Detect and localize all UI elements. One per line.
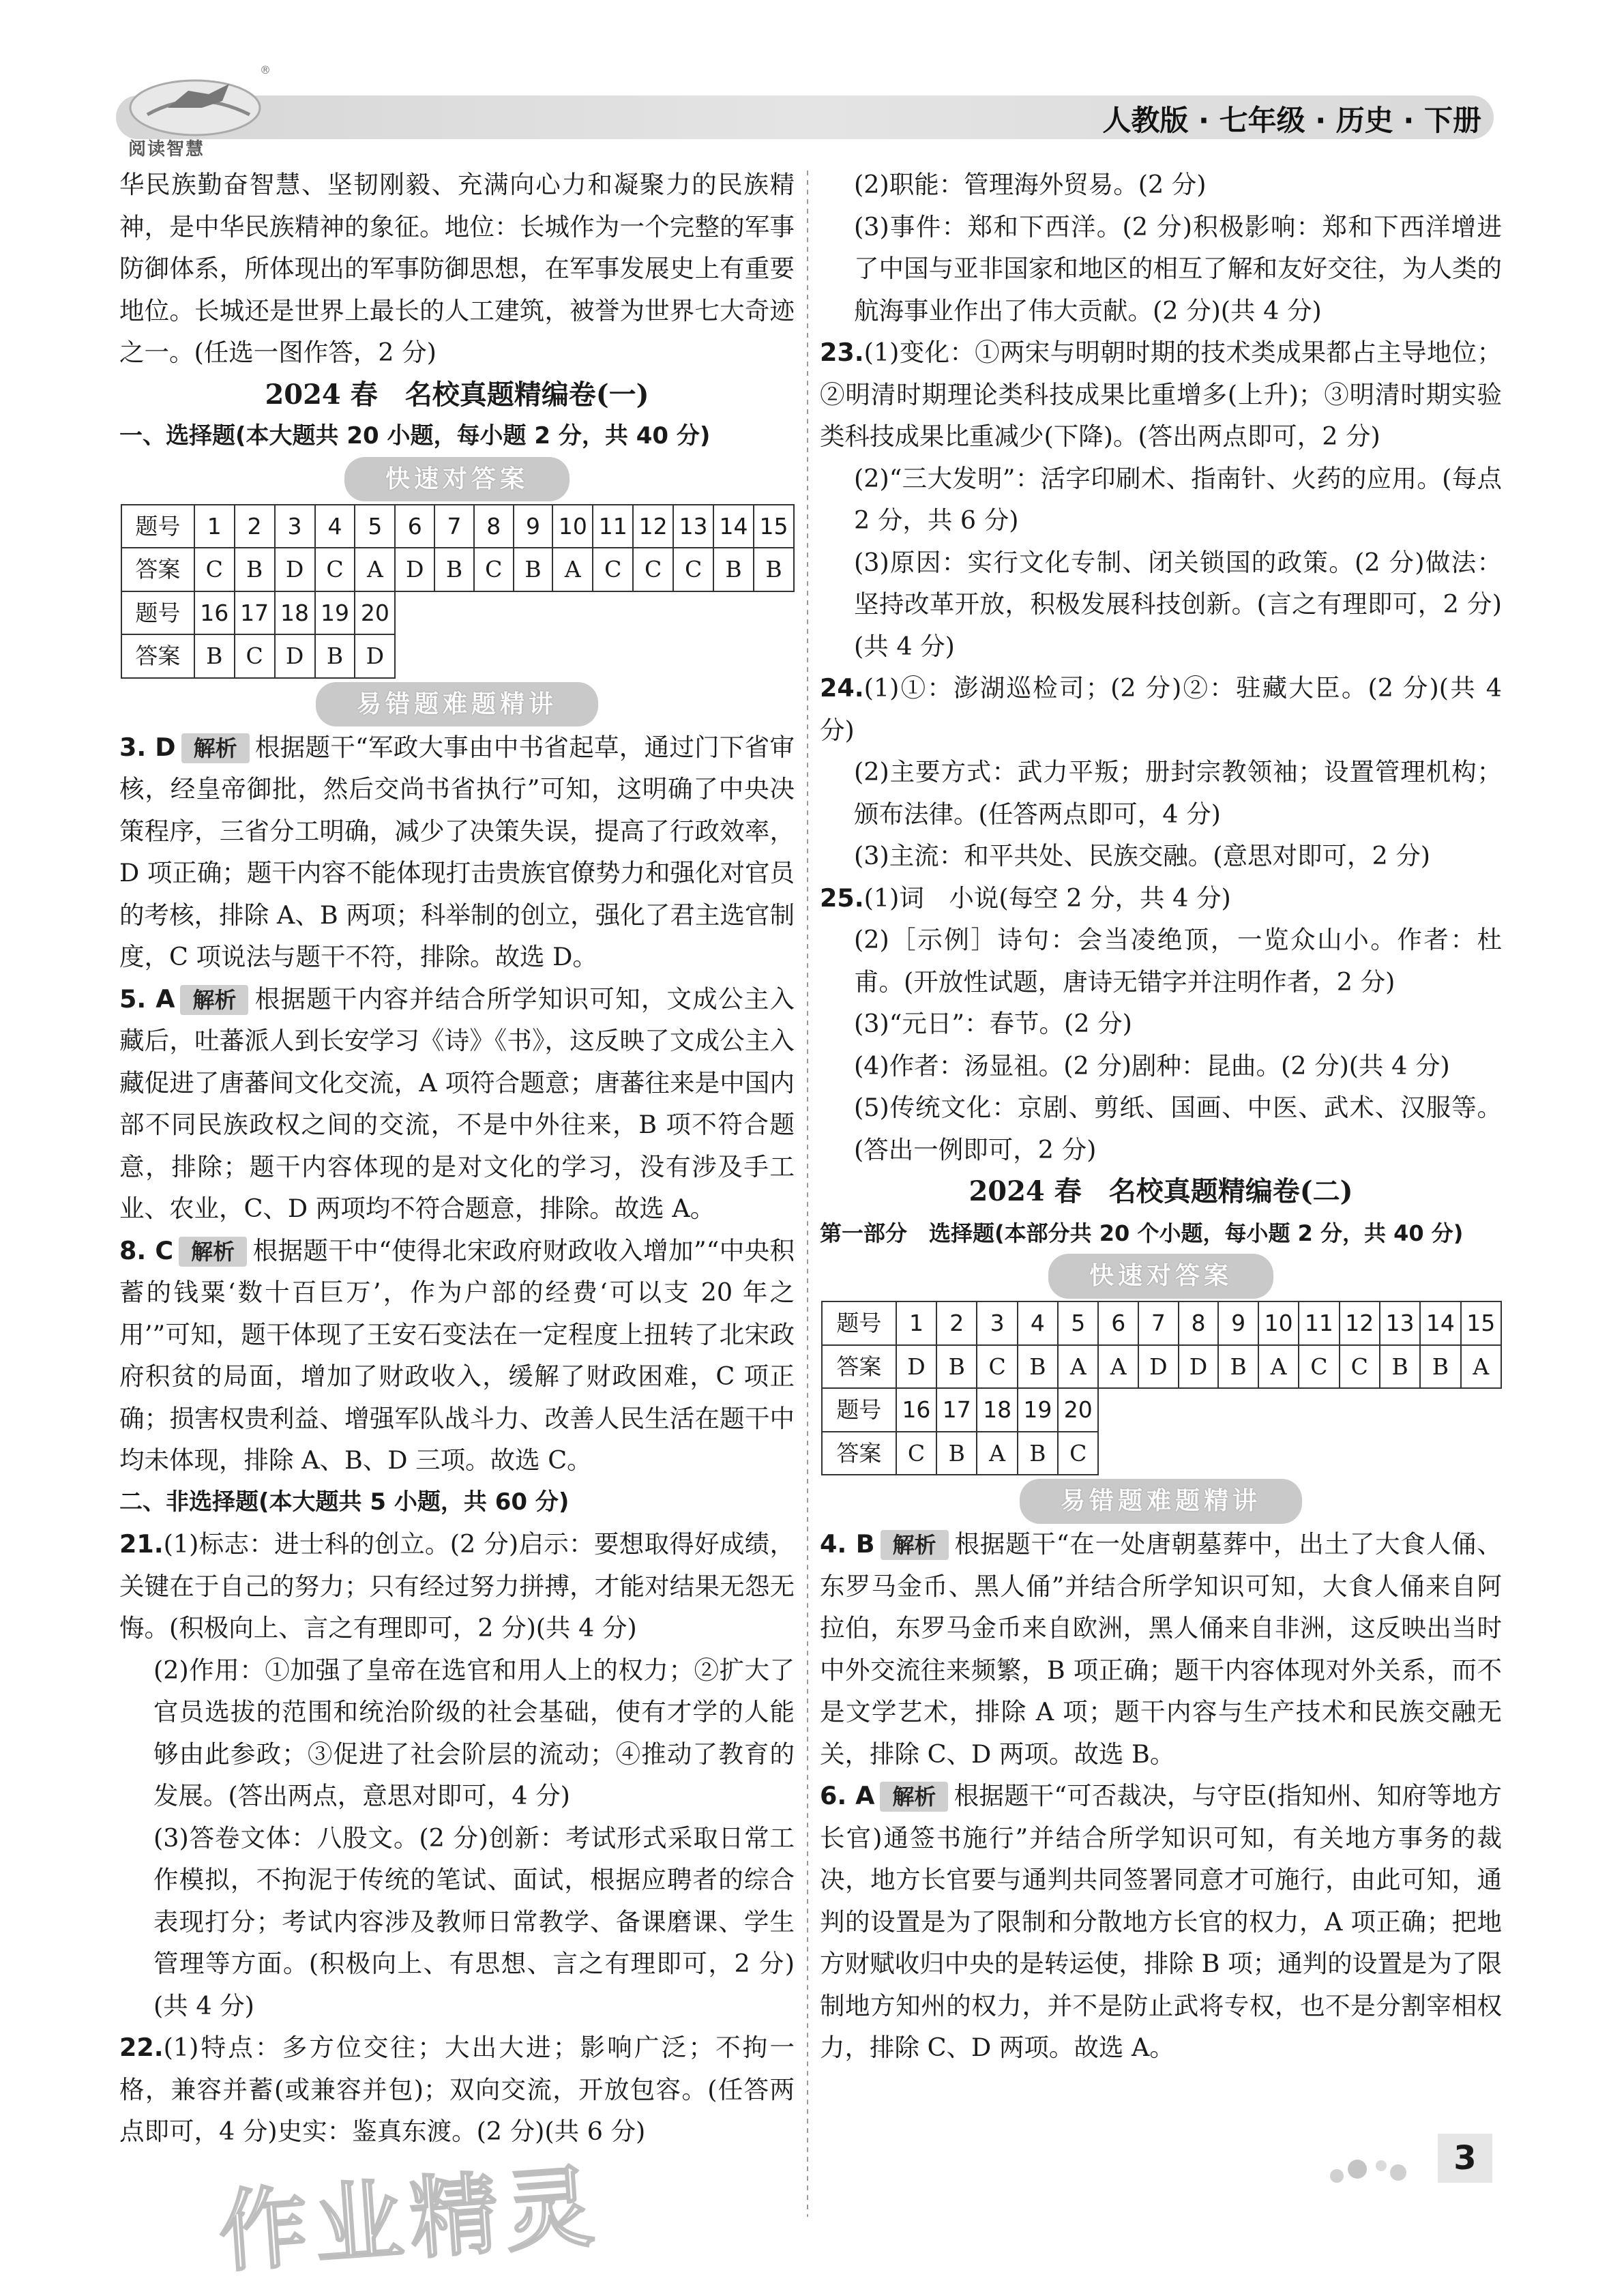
intro-paragraph: 华民族勤奋智慧、坚韧刚毅、充满向心力和凝聚力的民族精神，是中华民族精神的象征。地位：长城作为一个完整的军事防御体系，所体现出的军事防御思想，在军事发展史上有重要地位。长城还是世界上最长的人工建筑，被誉为世界七大奇迹之一。(任选一图作答，2 分) (119, 170, 795, 367)
analysis-tag: 解析 (179, 1237, 247, 1267)
q25-part2: (2)［示例］诗句：会当凌绝顶，一览众山小。作者：杜甫。(开放性试题，唐诗无错字并注明作者，2 分) (854, 925, 1502, 997)
q21-part1: 21.(1)标志：进士科的创立。(2 分)启示：要想取得好成绩，关键在于自己的努力；只有经过努力拼搏，才能对结果无怨无悔。(积极向上、言之有理即可，2 分)(共 4 分) (119, 1529, 795, 1643)
q22-part2: (2)职能：管理海外贸易。(2 分) (854, 170, 1207, 199)
table-row: 题号 16 17 18 19 20 (822, 1388, 1501, 1432)
q23-part3: (3)原因：实行文化专制、闭关锁国的政策。(2 分)做法：坚持改革开放，积极发展科技创新。(言之有理即可，2 分)(共 4 分) (854, 547, 1502, 661)
q25-part5: (5)传统文化：京剧、剪纸、国画、中医、武术、汉服等。(答出一例即可，2 分) (854, 1093, 1502, 1164)
q23-part2: (2)“三大发明”：活字印刷术、指南针、火药的应用。(每点 2 分，共 6 分) (854, 463, 1502, 535)
paper2-part1-title: 第一部分 选择题(本部分共 20 个小题，每小题 2 分，共 40 分) (820, 1220, 1464, 1246)
row-label: 答案 (121, 548, 194, 591)
analysis-tag: 解析 (181, 733, 250, 763)
answer-table (121, 504, 795, 679)
q24-part1: 24.(1)①：澎湖巡检司；(2 分)②：驻藏大臣。(2 分)(共 4 分) (820, 673, 1502, 745)
paper1-part2-title: 二、非选择题(本大题共 5 小题，共 60 分) (119, 1488, 570, 1516)
hard-questions-banner: 易错题难题精讲 (119, 683, 795, 726)
q25-part1: 25.(1)词 小说(每空 2 分，共 4 分) (820, 883, 1231, 913)
table-row: 答案 C B D C A D B C B A C C C B B (121, 548, 794, 591)
paper2-title: 2024 春 名校真题精编卷(二) (969, 1175, 1353, 1207)
book-title: 人教版 · 七年级 · 历史 · 下册 (1102, 104, 1481, 137)
table-row: 题号 1 2 3 4 5 6 7 8 9 10 11 12 13 14 15 (121, 505, 794, 548)
analysis-item: 5. A 解析 根据题干内容并结合所学知识可知，文成公主入藏后，吐蕃派人到长安学习《诗》《书》，这反映了文成公主入藏促进了唐蕃间文化交流，A 项符合题意；唐蕃往来是中国内部不同民族政权之间的交流，不是中外往来，B 项不符合题意，排除；题干内容体现的是对文化的学习，没有涉及手工业、农业，C、D 两项均不符合题意，排除。故选 A。 (119, 984, 795, 1223)
analysis-tag: 解析 (180, 985, 248, 1015)
answer-table (821, 1301, 1502, 1475)
q21-part3: (3)答卷文体：八股文。(2 分)创新：考试形式采取日常工作模拟，不拘泥于传统的笔试、面试，根据应聘者的综合表现打分；考试内容涉及教师日常教学、备课磨课、学生管理等方面。(积极向上、有思想、言之有理即可，2 分)(共 4 分) (153, 1823, 795, 2020)
logo-text: 阅读智慧 (128, 139, 205, 160)
paper1-part1-title: 一、选择题(本大题共 20 小题，每小题 2 分，共 40 分) (119, 422, 711, 450)
q23-part1: 23.(1)变化：①两宋与明朝时期的技术类成果都占主导地位；②明清时期理论类科技成果比重增多(上升)；③明清时期实验类科技成果比重减少(下降)。(答出两点即可，2 分) (820, 338, 1502, 451)
svg-text:®: ® (260, 63, 271, 76)
analysis-item: 6. A 解析 根据题干“可否裁决，与守臣(指知州、知府等地方长官)通签书施行”并结合所学知识可知，有关地方事务的裁决，地方长官要与通判共同签署同意才可施行，由此可知，通判的设置是为了限制和分散地方长官的权力，A 项正确；把地方财赋收归中央的是转运使，排除 B 项；通判的设置是为了限制地方知州的权力，并不是防止武将专权，也不是分割宰相权力，排除 C、D 两项。故选 A。 (820, 1781, 1502, 2062)
table-row: 答案 D B C B A A D D B A C C B B A (822, 1345, 1501, 1389)
left-column (119, 164, 795, 2153)
watermark: 作业精灵 (216, 2154, 604, 2285)
q25-part3: (3)“元日”：春节。(2 分) (854, 1009, 1132, 1038)
q24-part3: (3)主流：和平共处、民族交融。(意思对即可，2 分) (854, 841, 1431, 870)
decorative-dots-icon (1323, 2149, 1419, 2190)
right-column (820, 164, 1502, 2069)
table-row: 题号 16 17 18 19 20 (121, 591, 794, 635)
column-divider (807, 171, 808, 2217)
hard-questions-banner: 易错题难题精讲 (820, 1480, 1502, 1523)
row-label: 答案 (121, 634, 194, 678)
analysis-tag: 解析 (880, 1782, 948, 1812)
row-label: 题号 (121, 591, 194, 635)
q25-part4: (4)作者：汤显祖。(2 分)剧种：昆曲。(2 分)(共 4 分) (854, 1050, 1450, 1080)
table-row: 答案 B C D B D (121, 634, 794, 678)
row-label: 答案 (822, 1432, 896, 1475)
paper1-title: 2024 春 名校真题精编卷(一) (265, 378, 649, 411)
row-label: 答案 (822, 1345, 896, 1389)
analysis-item: 8. C 解析 根据题干中“使得北宋政府财政收入增加”“中央积蓄的钱粟‘数十百巨万’，作为户部的经费‘可以支 20 年之用’”可知，题干体现了王安石变法在一定程度上扭转了北宋政府积贫的局面，增加了财政收入，缓解了财政困难，C 项正确；损害权贵利益、增强军队战斗力、改善人民生活在题干中均未体现，排除 A、B、D 三项。故选 C。 (119, 1235, 795, 1475)
q21-part2: (2)作用：①加强了皇帝在选官和用人上的权力；②扩大了官员选拔的范围和统治阶级的社会基础，使有才学的人能够由此参政；③促进了社会阶层的流动；④推动了教育的发展。(答出两点，意思对即可，4 分) (153, 1655, 795, 1810)
quick-answer-banner: 快速对答案 (820, 1254, 1502, 1298)
quick-answer-banner: 快速对答案 (119, 458, 795, 501)
analysis-tag: 解析 (881, 1530, 949, 1560)
q24-part2: (2)主要方式：武力平叛；册封宗教领袖；设置管理机构；颁布法律。(任答两点即可，4 分) (854, 757, 1502, 829)
analysis-item: 3. D 解析 根据题干“军政大事由中书省起草，通过门下省审核，经皇帝御批，然后交尚书省执行”可知，这明确了中央决策程序，三省分工明确，减少了决策失误，提高了行政效率，D 项正确；题干内容不能体现打击贵族官僚势力和强化对官员的考核，排除 A、B 两项；科举制的创立，强化了君主选官制度，C 项说法与题干不符，排除。故选 D。 (119, 732, 795, 971)
analysis-item: 4. B 解析 根据题干“在一处唐朝墓葬中，出土了大食人俑、东罗马金币、黑人俑”并结合所学知识可知，大食人俑来自阿拉伯，东罗马金币来自欧洲，黑人俑来自非洲，这反映出当时中外交流往来频繁，B 项正确；题干内容体现对外关系，而不是文学艺术，排除 A 项；题干内容与生产技术和民族交融无关，排除 C、D 两项。故选 B。 (820, 1529, 1502, 1769)
page-number: 3 (1438, 2134, 1492, 2183)
q22-part1: 22.(1)特点：多方位交往；大出大进；影响广泛；不拘一格，兼容并蓄(或兼容并包)；双向交流，开放包容。(任答两点即可，4 分)史实：鉴真东渡。(2 分)(共 6 分) (119, 2033, 795, 2146)
row-label: 题号 (822, 1301, 896, 1345)
q22-part3: (3)事件：郑和下西洋。(2 分)积极影响：郑和下西洋增进了中国与亚非国家和地区的相互了解和友好交往，为人类的航海事业作出了伟大贡献。(2 分)(共 4 分) (854, 211, 1502, 325)
row-label: 题号 (822, 1388, 896, 1432)
table-row: 题号 1 2 3 4 5 6 7 8 9 10 11 12 13 14 15 (822, 1301, 1501, 1345)
row-label: 题号 (121, 505, 194, 548)
table-row: 答案 C B A B C (822, 1432, 1501, 1475)
